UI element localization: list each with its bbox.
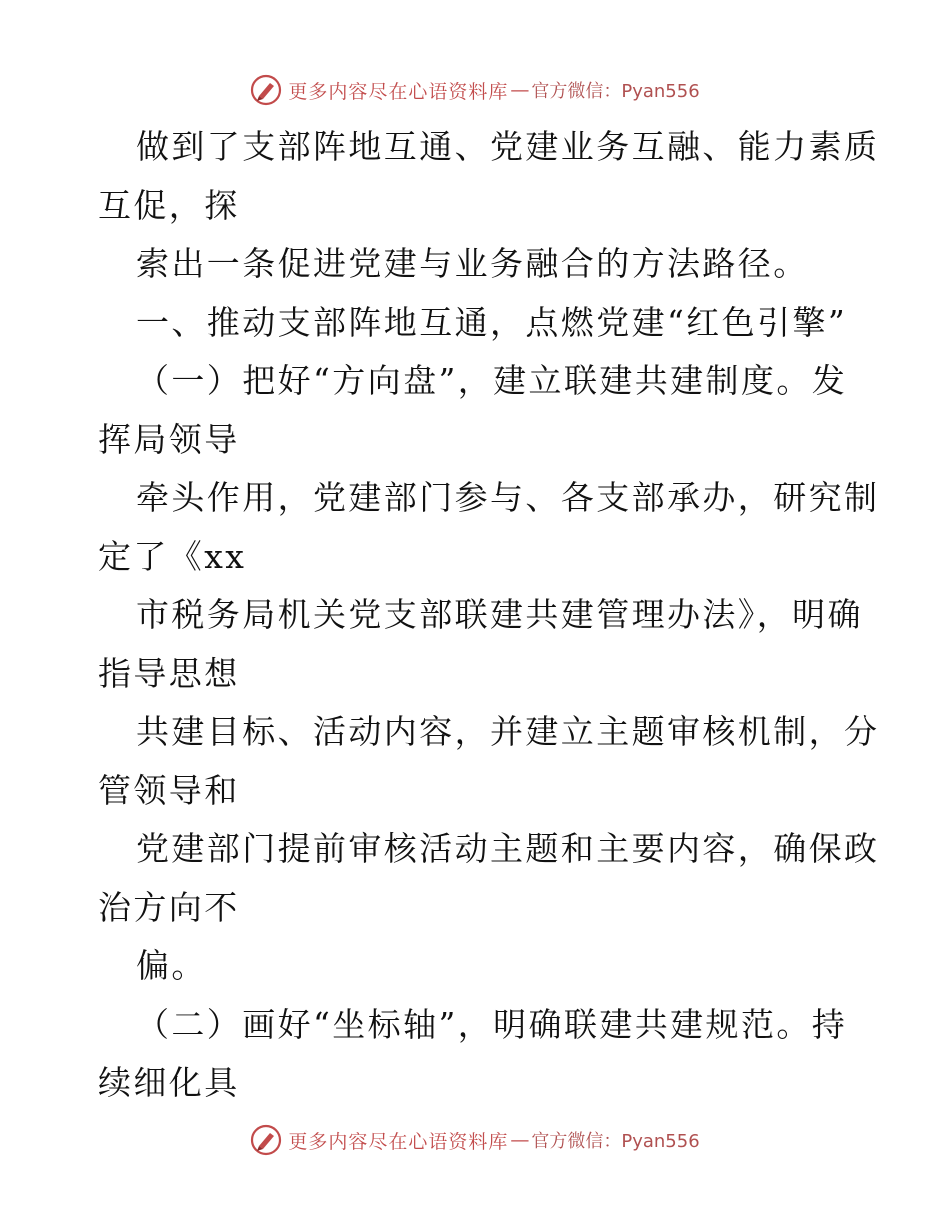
text-line: 互促，探 — [98, 185, 240, 225]
text-line: 定了《xx — [98, 536, 247, 576]
text-line: 索出一条促进党建与业务融合的方法路径。 — [136, 244, 809, 283]
text-line: 牵头作用，党建部门参与、各支部承办，研究制 — [136, 478, 880, 517]
pen-logo-icon — [250, 74, 282, 106]
pen-logo-icon — [250, 1124, 282, 1156]
section-heading: 一、推动支部阵地互通，点燃党建“红色引擎” — [136, 302, 848, 342]
text-line: （一）把好“方向盘”，建立联建共建制度。发 — [136, 361, 848, 400]
watermark-wechat-id: Pyan556 — [621, 1131, 700, 1152]
text-line: 市税务局机关党支部联建共建管理办法》，明确 — [136, 595, 863, 634]
text-line: 共建目标、活动内容，并建立主题审核机制，分 — [136, 712, 880, 751]
text-line: 偏。 — [136, 946, 207, 985]
footer-watermark — [0, 1120, 950, 1160]
watermark-main-text: 更多内容尽在心语资料库 — [288, 1130, 509, 1153]
text-line: 指导思想 — [98, 653, 240, 693]
text-line: 续细化具 — [98, 1063, 240, 1102]
text-line: （二）画好“坐标轴”，明确联建共建规范。持 — [136, 1004, 848, 1044]
text-line: 挥局领导 — [98, 419, 240, 459]
watermark-wechat-id: Pyan556 — [621, 81, 700, 102]
watermark-official-prefix: 官方微信： — [531, 1131, 622, 1152]
watermark-separator: — — [510, 1129, 530, 1151]
text-line: 党建部门提前审核活动主题和主要内容，确保政 — [136, 829, 880, 868]
text-line: 做到了支部阵地互通、党建业务互融、能力素质 — [136, 127, 880, 166]
text-line: 治方向不 — [98, 887, 240, 927]
header-watermark — [0, 70, 950, 110]
watermark-main-text: 更多内容尽在心语资料库 — [288, 80, 509, 103]
text-line: 管领导和 — [98, 770, 240, 810]
watermark-separator: — — [510, 79, 530, 101]
document-body — [98, 118, 880, 1113]
watermark-official-prefix: 官方微信： — [531, 81, 622, 102]
